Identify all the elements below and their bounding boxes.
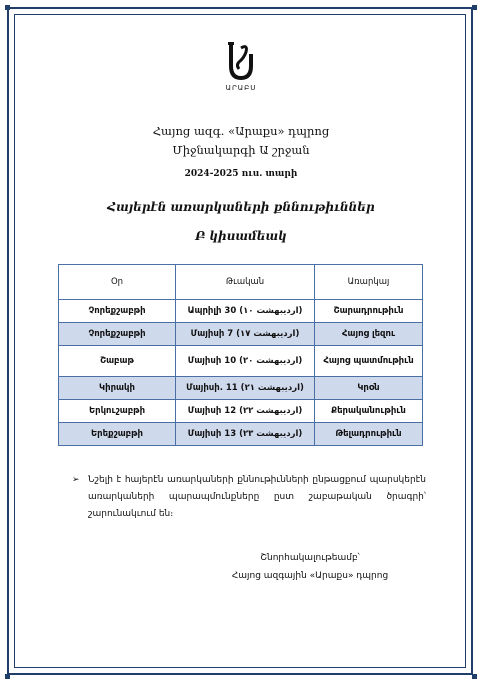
cell-day: Չորեքշաբթի (59, 300, 176, 323)
table-row (59, 323, 423, 346)
table-row (59, 300, 423, 323)
cell-date: Մայիսի. 11 (۲۱ اردیبهشت) (176, 377, 315, 400)
cell-day: Երեքշաբթի (59, 423, 176, 446)
column-header-subject: Առարկայ (315, 265, 423, 300)
cell-subject: Հայոց պատմութիւն (315, 346, 423, 377)
logo-caption: ԱՐԱԲՍ (225, 84, 257, 92)
cell-subject: Թելադրութիւն (315, 423, 423, 446)
arrow-bullet-icon: ➢ (72, 475, 80, 485)
table-row (59, 423, 423, 446)
frame-corner (5, 5, 10, 10)
document-subtitle: Բ կիսամեակ (195, 229, 287, 243)
cell-day: Շաբաթ (59, 346, 176, 377)
cell-day: Կիրակի (59, 377, 176, 400)
frame-corner (472, 674, 477, 679)
table-row (59, 400, 423, 423)
table-row (59, 346, 423, 377)
exam-schedule-table (58, 264, 423, 446)
cell-date: Ապրիլի 30 (۱۰ اردیبهشت) (176, 300, 315, 323)
signature-school: Հայոց ազգային «Արաքս» դպրոց (231, 571, 389, 581)
school-name: Հայոց ազգ. «Արաքս» դպրոց (152, 124, 330, 138)
column-header-date: Թւական (176, 265, 315, 300)
school-logo (222, 40, 260, 98)
frame-corner (5, 674, 10, 679)
cell-day: Երկուշաբթի (59, 400, 176, 423)
cell-date: Մայիսի 7 (۱۷ اردیبهشت) (176, 323, 315, 346)
table-header-row (59, 265, 423, 300)
frame-corner (472, 5, 477, 10)
cell-date: Մայիսի 13 (۲۳ اردیبهشت) (176, 423, 315, 446)
school-division: Միջնակարգի Ա շրջան (172, 143, 310, 157)
cell-day: Չորեքշաբթի (59, 323, 176, 346)
academic-year: 2024-2025 ուս. տարի (184, 169, 298, 179)
cell-subject: Կրօն (315, 377, 423, 400)
document-title: Հայերէն առարկաների քննութիւններ (107, 200, 375, 214)
note-text: Նշելի է հայերէն առարկաների քննութիւնների ընթացքում պարսկերէն առարկաների պարապմունքները ըստ շաբաթական ծրագրի՝ շարունակւում են։ (88, 475, 426, 519)
table-row (59, 377, 423, 400)
column-header-day: Օր (59, 265, 176, 300)
signature-thanks: Շնորհակալութեամբ՝ (260, 553, 360, 563)
cell-subject: Հայոց լեզու (315, 323, 423, 346)
schedule-note (74, 472, 426, 523)
cell-date: Մայիսի 12 (۲۲ اردیبهشت) (176, 400, 315, 423)
arax-logo-icon (222, 40, 260, 84)
cell-subject: Քերականութիւն (315, 400, 423, 423)
cell-subject: Շարադրութիւն (315, 300, 423, 323)
cell-date: Մայիսի 10 (۲۰ اردیبهشت) (176, 346, 315, 377)
